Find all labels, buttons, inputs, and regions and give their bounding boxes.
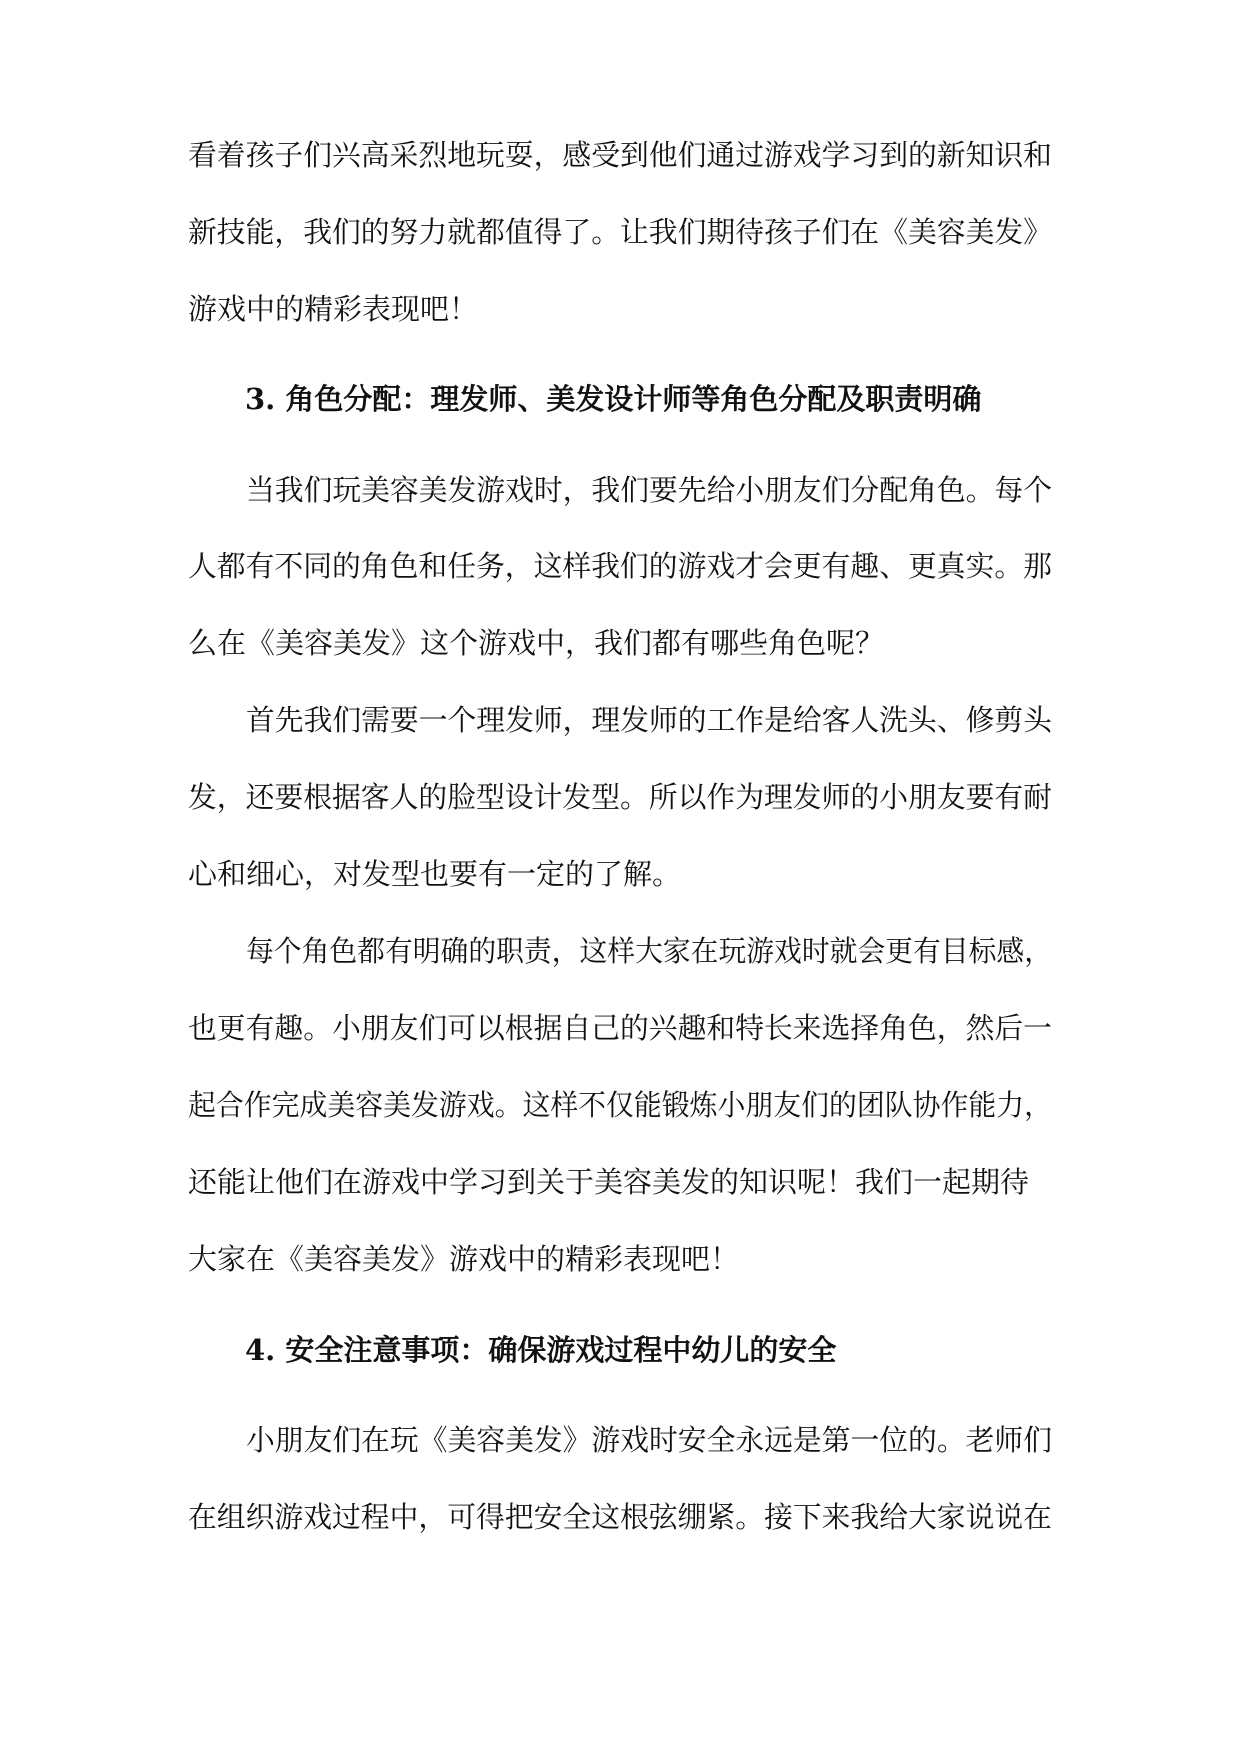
paragraph-line: [0, 1003, 1241, 1053]
line-text: 每个角色都有明确的职责，这样大家在玩游戏时就会更有目标感，: [246, 934, 1052, 968]
paragraph-line: [0, 849, 1241, 899]
line-text: 起合作完成美容美发游戏。这样不仅能锻炼小朋友们的团队协作能力，: [188, 1088, 1052, 1122]
paragraph-line: [0, 1080, 1241, 1130]
line-text: 当我们玩美容美发游戏时，我们要先给小朋友们分配角色。每个: [246, 473, 1052, 507]
paragraph-line: [0, 284, 1241, 334]
heading-text: 3. 角色分配：理发师、美发设计师等角色分配及职责明确: [245, 382, 982, 416]
line-text: 人都有不同的角色和任务，这样我们的游戏才会更有趣、更真实。那: [188, 549, 1052, 583]
line-text: 在组织游戏过程中，可得把安全这根弦绷紧。接下来我给大家说说在: [188, 1500, 1052, 1534]
paragraph-line: [0, 1157, 1241, 1207]
paragraph-line: [0, 926, 1241, 976]
paragraph-line: [0, 541, 1241, 591]
paragraph-line: [0, 772, 1241, 822]
line-text: 首先我们需要一个理发师，理发师的工作是给客人洗头、修剪头: [246, 703, 1052, 737]
paragraph-line: [0, 618, 1241, 668]
section-heading: [0, 1325, 1241, 1375]
line-text: 看着孩子们兴高采烈地玩耍，感受到他们通过游戏学习到的新知识和: [188, 138, 1052, 172]
paragraph-line: [0, 207, 1241, 257]
paragraph-line: [0, 1234, 1241, 1284]
section-heading: [0, 374, 1241, 424]
line-text: 么在《美容美发》这个游戏中，我们都有哪些角色呢？: [188, 626, 885, 660]
line-text: 心和细心，对发型也要有一定的了解。: [188, 857, 682, 891]
line-text: 新技能，我们的努力就都值得了。让我们期待孩子们在《美容美发》: [188, 215, 1052, 249]
paragraph-line: [0, 695, 1241, 745]
line-text: 发，还要根据客人的脸型设计发型。所以作为理发师的小朋友要有耐: [188, 780, 1052, 814]
paragraph-line: [0, 1492, 1241, 1542]
heading-text: 4. 安全注意事项：确保游戏过程中幼儿的安全: [245, 1333, 837, 1367]
line-text: 小朋友们在玩《美容美发》游戏时安全永远是第一位的。老师们: [246, 1423, 1052, 1457]
paragraph-line: [0, 130, 1241, 180]
paragraph-line: [0, 1415, 1241, 1465]
line-text: 还能让他们在游戏中学习到关于美容美发的知识呢！我们一起期待: [188, 1165, 1030, 1199]
line-text: 游戏中的精彩表现吧！: [188, 292, 479, 326]
line-text: 也更有趣。小朋友们可以根据自己的兴趣和特长来选择角色，然后一: [188, 1011, 1052, 1045]
paragraph-line: [0, 465, 1241, 515]
line-text: 大家在《美容美发》游戏中的精彩表现吧！: [188, 1242, 740, 1276]
